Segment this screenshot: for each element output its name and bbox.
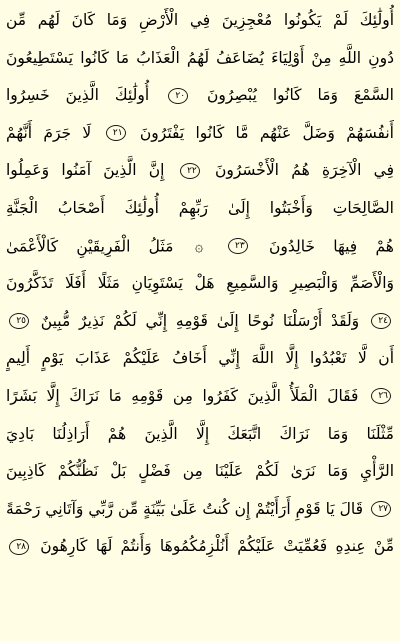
text-line xyxy=(6,528,394,566)
verse-text: أَن لَّا تَعْبُدُوا إِلَّا اللَّهَ إِنِّي أَخَافُ عَلَيْكُمْ عَذَابَ يَوْمٍ أَلِيمٍ xyxy=(6,349,394,368)
text-line xyxy=(6,115,394,153)
text-line xyxy=(6,77,394,115)
verse-text: أُولَٰئِكَ الَّذِينَ خَسِرُوا xyxy=(6,86,150,105)
verse-number-marker: ٢٧ xyxy=(371,501,391,517)
text-line xyxy=(6,2,394,40)
verse-number-marker: ٢٢ xyxy=(180,163,200,179)
verse-number-marker: ٢١ xyxy=(106,125,126,141)
verse-text: السَّمْعَ وَمَا كَانُوا يُبْصِرُونَ xyxy=(207,86,394,105)
verse-number-marker: ٢٨ xyxy=(9,539,29,555)
text-line xyxy=(6,228,394,266)
verse-text: أُولَٰئِكَ لَمْ يَكُونُوا مُعْجِزِينَ فِي الْأَرْضِ وَمَا كَانَ لَهُم مِّن xyxy=(6,11,394,29)
verse-text: الصَّالِحَاتِ وَأَخْبَتُوا إِلَىٰ رَبِّهِمْ أُولَٰئِكَ أَصْحَابُ الْجَنَّةِ xyxy=(6,198,394,217)
verse-text: مِّثْلَنَا وَمَا نَرَاكَ اتَّبَعَكَ إِلَّا الَّذِينَ هُمْ أَرَاذِلُنَا بَادِيَ xyxy=(6,424,394,443)
verse-text: مِّنْ عِندِهِ فَعُمِّيَتْ عَلَيْكُمْ أَنُلْزِمُكُمُوهَا وَأَنتُمْ لَهَا كَارِهُونَ xyxy=(40,537,394,556)
text-line xyxy=(6,152,394,190)
verse-text: وَلَقَدْ أَرْسَلْنَا نُوحًا إِلَىٰ قَوْمِهِ إِنِّي لَكُمْ نَذِيرٌ مُّبِينٌ xyxy=(40,311,360,330)
verse-number-marker: ٢٥ xyxy=(9,313,29,329)
verse-text: الرَّأْيِ وَمَا نَرَىٰ لَكُمْ عَلَيْنَا مِن فَضْلٍ بَلْ نَظُنُّكُمْ كَاذِبِينَ xyxy=(6,462,394,481)
verse-text: فَقَالَ الْمَلَأُ الَّذِينَ كَفَرُوا مِن قَوْمِهِ مَا نَرَاكَ إِلَّا بَشَرًا xyxy=(6,386,359,405)
rub-el-hizb-icon: ۞ xyxy=(194,236,204,255)
verse-number-marker: ٢٠ xyxy=(168,88,188,104)
verse-text: فِي الْآخِرَةِ هُمُ الْأَخْسَرُونَ xyxy=(215,161,394,180)
verse-number-marker: ٢٦ xyxy=(371,388,391,404)
verse-text: قَالَ يَا قَوْمِ أَرَأَيْتُمْ إِن كُنتُ عَلَىٰ بَيِّنَةٍ مِّن رَّبِّي وَآتَانِي رَحْمَةً xyxy=(6,499,364,518)
verse-text: مَثَلُ الْفَرِيقَيْنِ كَالْأَعْمَىٰ xyxy=(6,236,174,255)
text-line xyxy=(6,378,394,416)
verse-text: إِنَّ الَّذِينَ آمَنُوا وَعَمِلُوا xyxy=(6,161,165,180)
text-line xyxy=(6,453,394,491)
verse-text-block xyxy=(6,2,394,566)
verse-text: هُمْ فِيهَا خَالِدُونَ xyxy=(268,236,394,255)
text-line xyxy=(6,190,394,228)
verse-text: لَا جَرَمَ أَنَّهُمْ xyxy=(6,123,92,142)
text-line xyxy=(6,491,394,529)
text-line xyxy=(6,265,394,303)
text-line xyxy=(6,303,394,341)
verse-number-marker: ٢٤ xyxy=(371,313,391,329)
verse-text: وَالْأَصَمِّ وَالْبَصِيرِ وَالسَّمِيعِ هَلْ يَسْتَوِيَانِ مَثَلًا أَفَلَا تَذَكَّرُونَ xyxy=(6,274,394,293)
text-line xyxy=(6,40,394,78)
verse-text: أَنفُسَهُمْ وَضَلَّ عَنْهُم مَّا كَانُوا يَفْتَرُونَ xyxy=(139,123,394,142)
verse-text: دُونِ اللَّهِ مِنْ أَوْلِيَاءَ يُضَاعَفُ لَهُمُ الْعَذَابُ مَا كَانُوا يَسْتَطِيعُونَ xyxy=(6,48,394,67)
text-line xyxy=(6,340,394,378)
verse-number-marker: ٢٣ xyxy=(228,238,248,254)
text-line xyxy=(6,416,394,454)
